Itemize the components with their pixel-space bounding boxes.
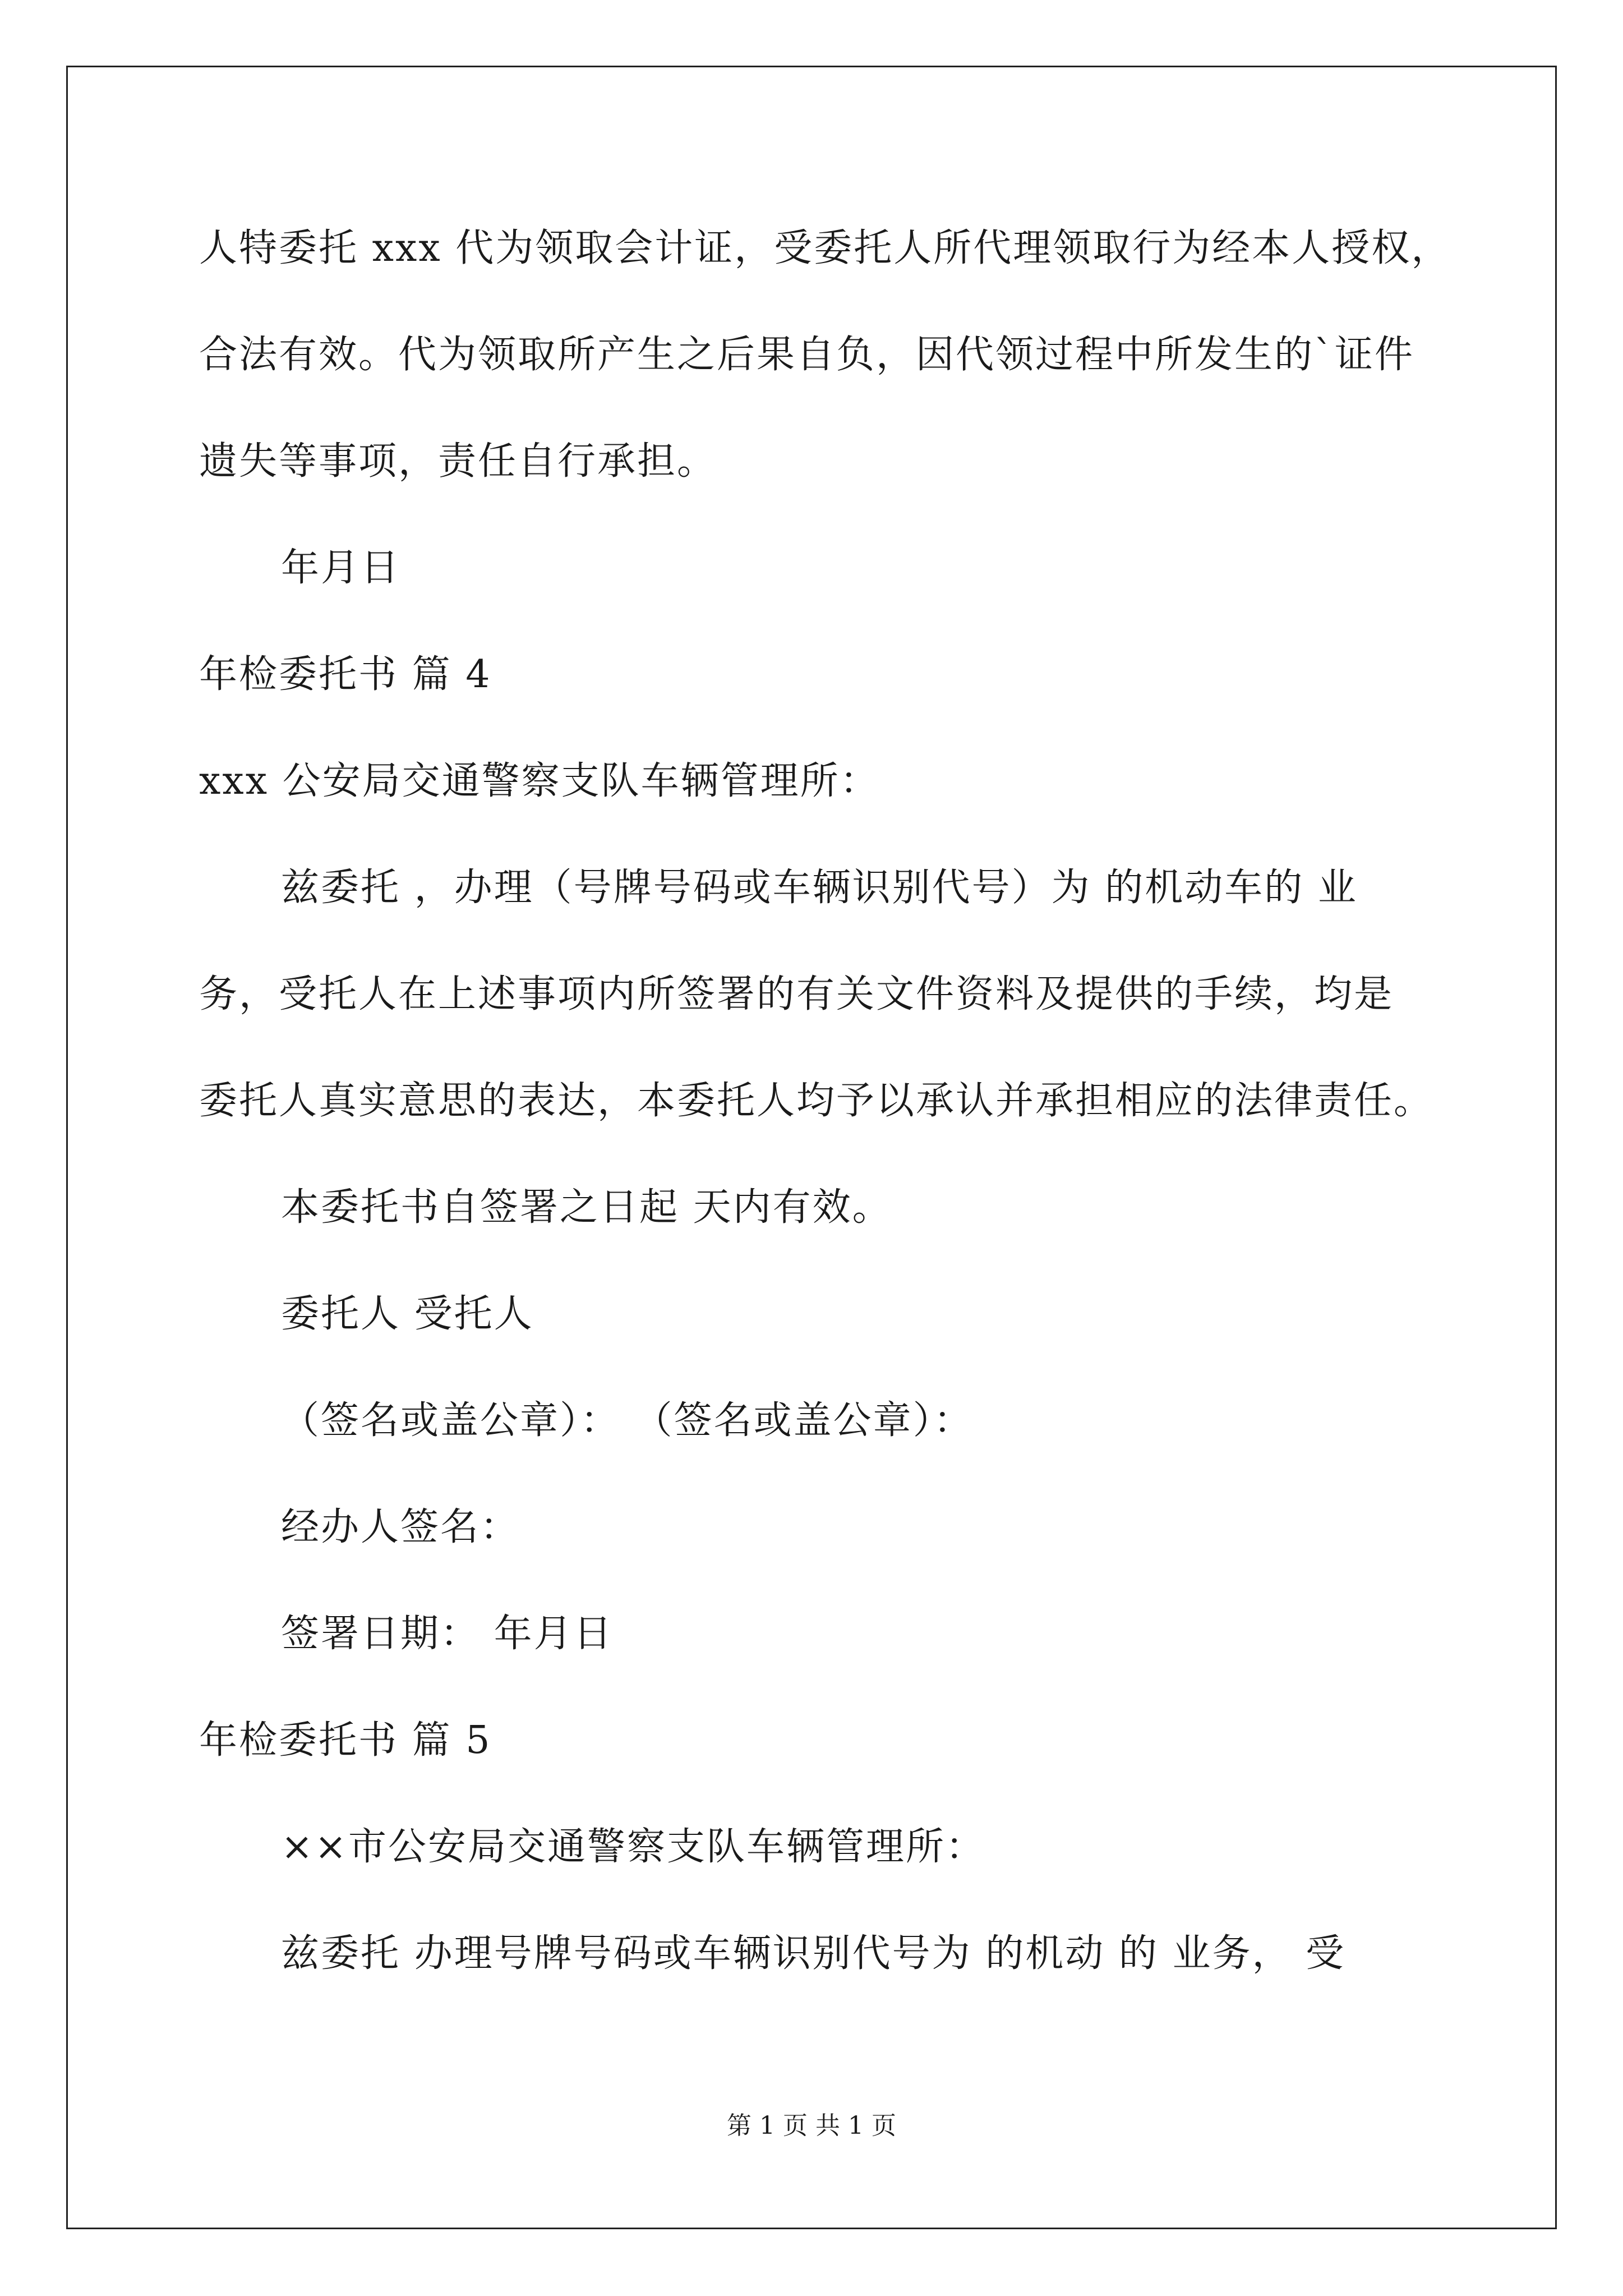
handler-signature-line: 经办人签名： <box>281 1505 520 1549</box>
paragraph-line: 兹委托 办理号牌号码或车辆识别代号为 的机动 的 业务， 受 <box>281 1931 1346 1976</box>
page-footer: 第 1 页 共 1 页 <box>727 2111 896 2140</box>
signature-line: （签名或盖公章）： （签名或盖公章）： <box>281 1398 974 1443</box>
date-line: 年月日 <box>281 546 401 590</box>
page-frame <box>66 66 1557 2229</box>
section-heading-4: 年检委托书 篇 4 <box>199 652 492 697</box>
paragraph-line: 兹委托 ，办理（号牌号码或车辆识别代号）为 的机动车的 业 <box>281 866 1358 910</box>
paragraph-line: 委托人真实意思的表达，本委托人均予以承认并承担相应的法律责任。 <box>199 1079 1434 1123</box>
paragraph-line: 遗失等事项，责任自行承担。 <box>199 439 717 484</box>
addressee-line: ××市公安局交通警察支队车辆管理所： <box>281 1825 985 1869</box>
addressee-line: xxx 公安局交通警察支队车辆管理所： <box>199 759 880 803</box>
parties-line: 委托人 受托人 <box>281 1292 534 1336</box>
paragraph-line: 人特委托 xxx 代为领取会计证，受委托人所代理领取行为经本人授权， <box>199 226 1451 270</box>
sign-date-line: 签署日期： 年月日 <box>281 1612 614 1656</box>
validity-line: 本委托书自签署之日起 天内有效。 <box>281 1185 892 1230</box>
paragraph-line: 务，受托人在上述事项内所签署的有关文件资料及提供的手续，均是 <box>199 972 1394 1016</box>
paragraph-line: 合法有效。代为领取所产生之后果自负，因代领过程中所发生的`证件 <box>199 333 1415 377</box>
section-heading-5: 年检委托书 篇 5 <box>199 1718 492 1763</box>
